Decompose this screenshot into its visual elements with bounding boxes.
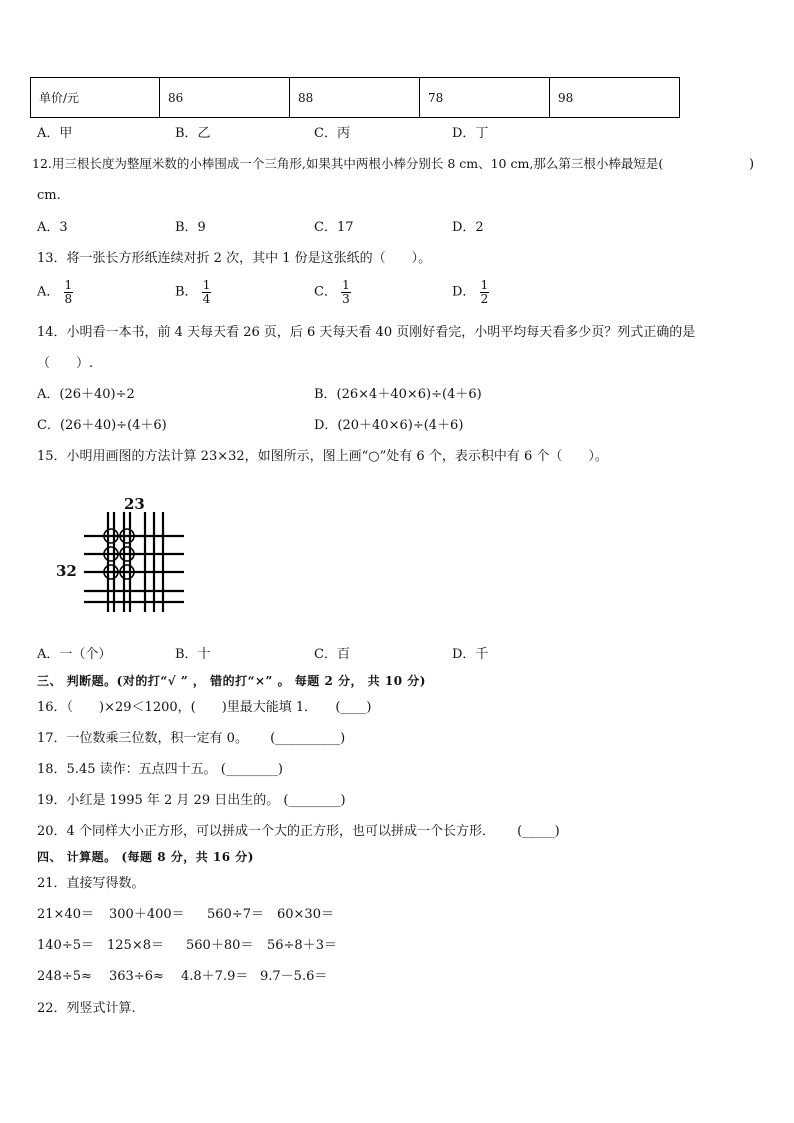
option-d[interactable]: D．2 bbox=[452, 220, 484, 235]
fraction-numerator: 1 bbox=[202, 278, 211, 292]
option-b[interactable]: B．乙 bbox=[175, 126, 211, 141]
calc-item: 140÷5＝ bbox=[37, 938, 94, 953]
question-16 bbox=[37, 701, 371, 714]
calc-item: 300＋400＝ bbox=[109, 907, 185, 922]
fraction-denominator: 4 bbox=[202, 291, 211, 306]
calc-item: 21×40＝ bbox=[37, 907, 94, 922]
section-title: 四、 计算题。 (每题 8 分，共 16 分) bbox=[37, 850, 254, 864]
answer-blank[interactable]: (________) bbox=[220, 762, 283, 777]
option-label: A． bbox=[37, 284, 60, 300]
calc-item: 60×30＝ bbox=[277, 907, 334, 922]
question-text: 12.用三根长度为整厘米数的小棒围成一个三角形,如果其中两根小棒分别长 8 cm、10 cm,那么第三根小棒最短是( bbox=[32, 156, 664, 171]
table-cell: 88 bbox=[290, 78, 420, 118]
calc-item: 560÷7＝ bbox=[207, 907, 264, 922]
question-19 bbox=[37, 794, 346, 807]
table-cell: 单价/元 bbox=[31, 78, 160, 118]
fraction bbox=[341, 279, 351, 305]
option-c[interactable]: C．(26＋40)÷(4＋6) bbox=[37, 418, 167, 433]
question-text: 21．直接写得数。 bbox=[37, 876, 145, 891]
calc-item: 248÷5≈ bbox=[37, 969, 92, 984]
option-label: D． bbox=[452, 284, 476, 300]
price-table bbox=[30, 77, 680, 118]
fraction bbox=[480, 279, 490, 305]
question-22: 22．列竖式计算. bbox=[37, 1001, 136, 1016]
line-grid-diagram bbox=[78, 510, 198, 615]
option-c[interactable]: C．17 bbox=[314, 220, 354, 235]
option-d[interactable]: D．千 bbox=[452, 647, 489, 662]
question-text: （ ）. bbox=[37, 356, 94, 371]
fraction-denominator: 8 bbox=[64, 291, 73, 306]
option-a[interactable]: A．一（个） bbox=[37, 647, 112, 662]
option-b[interactable] bbox=[175, 279, 211, 305]
option-a[interactable]: A．3 bbox=[37, 220, 68, 235]
option-a[interactable] bbox=[37, 279, 73, 305]
calc-item: 56÷8＋3＝ bbox=[267, 938, 337, 953]
option-c[interactable]: C．百 bbox=[314, 647, 350, 662]
question-text: 13．将一张长方形纸连续对折 2 次，其中 1 份是这张纸的（ ）。 bbox=[37, 251, 432, 266]
question-20 bbox=[37, 825, 560, 838]
option-b[interactable]: B．9 bbox=[175, 220, 206, 235]
option-a[interactable]: A．(26＋40)÷2 bbox=[37, 387, 135, 402]
option-d[interactable]: D．丁 bbox=[452, 126, 489, 141]
option-b[interactable]: B．十 bbox=[175, 647, 211, 662]
answer-blank[interactable]: (____) bbox=[335, 700, 372, 715]
section-title: 三、 判断题。(对的打“√ ” ， 错的打“×” 。 每题 2 分， 共 10 分) bbox=[37, 674, 426, 688]
answer-blank[interactable]: (_____) bbox=[517, 824, 560, 839]
fraction bbox=[64, 279, 74, 305]
question-text: cm. bbox=[37, 188, 61, 203]
question-text: 19．小红是 1995 年 2 月 29 日出生的。 bbox=[37, 793, 280, 808]
option-d[interactable] bbox=[452, 279, 489, 305]
table-cell: 86 bbox=[160, 78, 290, 118]
answer-blank[interactable]: (________) bbox=[283, 793, 346, 808]
option-a[interactable]: A．甲 bbox=[37, 126, 73, 141]
calc-item: 9.7－5.6＝ bbox=[260, 969, 328, 984]
fraction-denominator: 3 bbox=[342, 291, 350, 306]
question-17 bbox=[37, 732, 345, 745]
question-text: 14．小明看一本书，前 4 天每天看 26 页，后 6 天每天看 40 页刚好看完，小明平均每天看多少页？列式正确的是 bbox=[37, 325, 696, 340]
answer-paren-end: ) bbox=[749, 157, 755, 172]
option-label: B． bbox=[175, 284, 198, 300]
calc-item: 560＋80＝ bbox=[186, 938, 254, 953]
question-text: 15．小明用画图的方法计算 23×32，如图所示，图上画“○”处有 6 个，表示积中有 6 个（ ）。 bbox=[37, 449, 608, 464]
figure-top-label: 23 bbox=[124, 495, 145, 513]
table-cell: 98 bbox=[550, 78, 680, 118]
table-row bbox=[31, 78, 680, 118]
option-label: C． bbox=[314, 284, 337, 300]
fraction-denominator: 2 bbox=[480, 291, 489, 306]
question-text: 17．一位数乘三位数，积一定有 0。 bbox=[37, 731, 248, 746]
fraction-numerator: 1 bbox=[64, 278, 73, 292]
option-c[interactable]: C．丙 bbox=[314, 126, 350, 141]
option-b[interactable]: B．(26×4＋40×6)÷(4＋6) bbox=[314, 387, 482, 402]
question-18 bbox=[37, 763, 283, 776]
question-text: 16．（ )×29＜1200，( )里最大能填 1． bbox=[37, 700, 318, 715]
fraction-numerator: 1 bbox=[342, 278, 350, 292]
question-text: 18．5.45 读作：五点四十五。 bbox=[37, 762, 217, 777]
calc-item: 125×8＝ bbox=[107, 938, 164, 953]
fraction bbox=[202, 279, 212, 305]
fraction-numerator: 1 bbox=[480, 278, 489, 292]
calc-item: 4.8＋7.9＝ bbox=[181, 969, 249, 984]
calc-item: 363÷6≈ bbox=[109, 969, 164, 984]
answer-blank[interactable]: (__________) bbox=[270, 731, 346, 746]
option-c[interactable] bbox=[314, 279, 351, 305]
figure-left-label: 32 bbox=[56, 562, 77, 580]
option-d[interactable]: D．(20＋40×6)÷(4＋6) bbox=[314, 418, 464, 433]
table-cell: 78 bbox=[420, 78, 550, 118]
question-text: 20．4 个同样大小正方形，可以拼成一个大的正方形，也可以拼成一个长方形． bbox=[37, 824, 495, 839]
